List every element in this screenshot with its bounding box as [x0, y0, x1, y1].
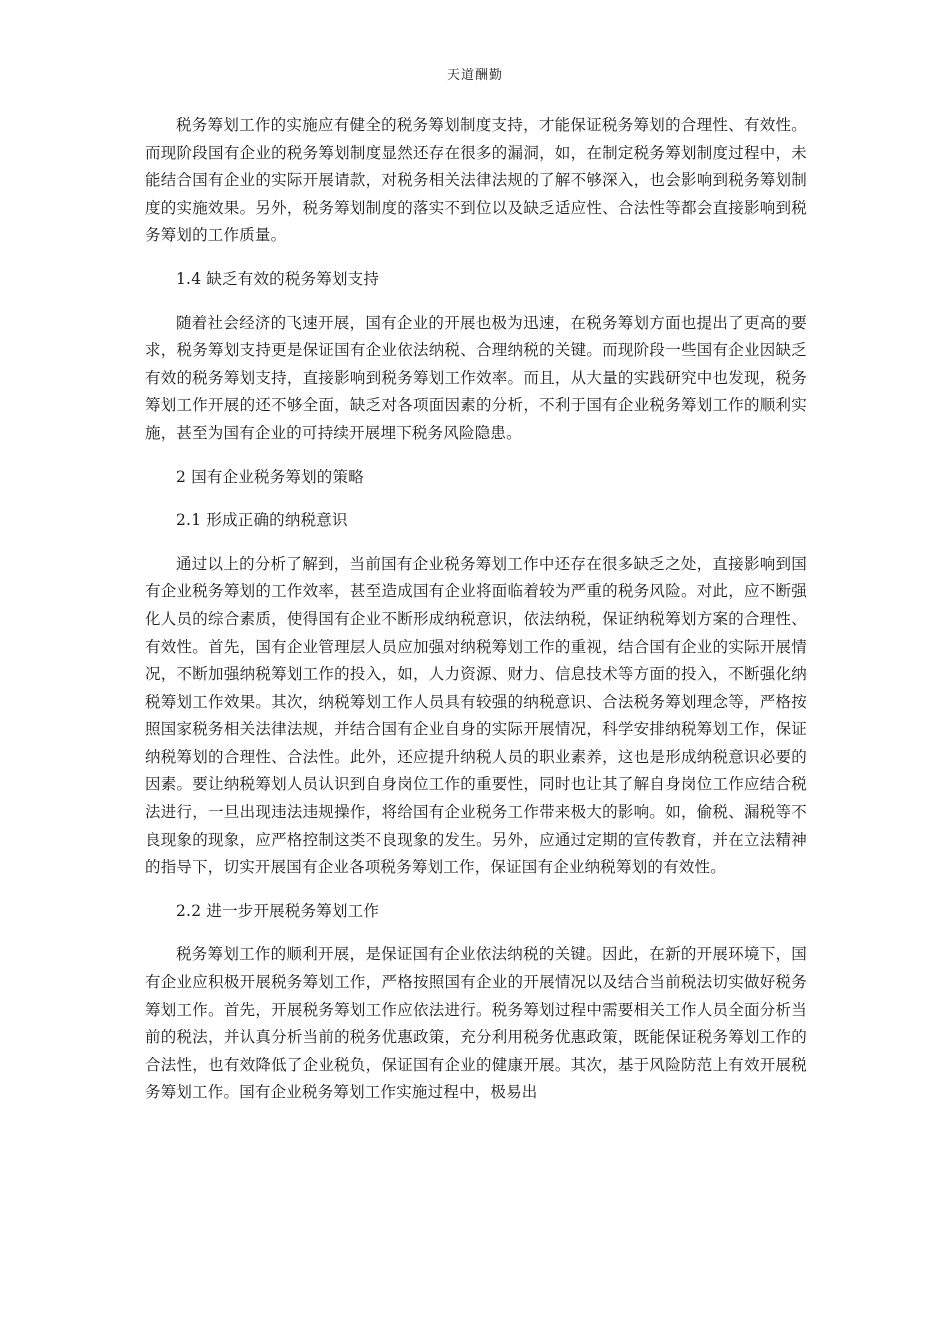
section-heading-2-1: 2.1 形成正确的纳税意识 [176, 511, 348, 530]
paragraph-tax-awareness: 通过以上的分析了解到，当前国有企业税务筹划工作中还存在很多缺乏之处，直接影响到国有企业税务筹划的工作效率，甚至造成国有企业将面临着较为严重的税务风险。对此，应不断强化人员的综合素质，使得国有企业不断形成纳税意识，依法纳税，保证纳税筹划方案的合理性、有效性。首先，国有企业管理层人员应加强对纳税筹划工作的重视，结合国有企业的实际开展情况，不断加强纳税筹划工作的投入，如，人力资源、财力、信息技术等方面的投入，不断强化纳税筹划工作效果。其次，纳税筹划工作人员具有较强的纳税意识、合法税务筹划理念等，严格按照国家税务相关法律法规，并结合国有企业自身的实际开展情况，科学安排纳税筹划工作，保证纳税筹划的合理性、合法性。此外，还应提升纳税人员的职业素养，这也是形成纳税意识必要的因素。要让纳税筹划人员认识到自身岗位工作的重要性，同时也让其了解自身岗位工作应结合税法进行，一旦出现违法违规操作，将给国有企业税务工作带来极大的影响。如，偷税、漏税等不良现象的现象，应严格控制这类不良现象的发生。另外，应通过定期的宣传教育，并在立法精神的指导下，切实开展国有企业各项税务筹划工作，保证国有企业纳税筹划的有效性。 [145, 554, 807, 877]
page-header: 天道酬勤 [446, 68, 503, 83]
section-heading-2-2: 2.2 进一步开展税务筹划工作 [176, 901, 380, 920]
document-body [145, 112, 807, 1123]
paragraph-further-planning: 税务筹划工作的顺利开展，是保证国有企业依法纳税的关键。因此，在新的开展环境下，国有企业应积极开展税务筹划工作，严格按照国有企业的开展情况以及结合当前税法切实做好税务筹划工作。首先，开展税务筹划工作应依法进行。税务筹划过程中需要相关工作人员全面分析当前的税法，并认真分析当前的税务优惠政策，充分利用税务优惠政策，既能保证税务筹划工作的合法性，也有效降低了企业税负，保证国有企业的健康开展。其次，基于风险防范上有效开展税务筹划工作。国有企业税务筹划工作实施过程中，极易出 [145, 945, 807, 1102]
paragraph-system-support: 税务筹划工作的实施应有健全的税务筹划制度支持，才能保证税务筹划的合理性、有效性。而现阶段国有企业的税务筹划制度显然还存在很多的漏洞，如，在制定税务筹划制度过程中，未能结合国有企业的实际开展请款，对税务相关法律法规的了解不够深入，也会影响到税务筹划制度的实施效果。另外，税务筹划制度的落实不到位以及缺乏适应性、合法性等都会直接影响到税务筹划的工作质量。 [145, 116, 807, 245]
section-heading-2: 2 国有企业税务筹划的策略 [176, 467, 364, 486]
section-heading-1-4: 1.4 缺乏有效的税务筹划支持 [176, 269, 380, 288]
paragraph-lack-support: 随着社会经济的飞速开展，国有企业的开展也极为迅速，在税务筹划方面也提出了更高的要求，税务筹划支持更是保证国有企业依法纳税、合理纳税的关键。而现阶段一些国有企业因缺乏有效的税务筹划支持，直接影响到税务筹划工作效率。而且，从大量的实践研究中也发现，税务筹划工作开展的还不够全面，缺乏对各项面因素的分析，不利于国有企业税务筹划工作的顺利实施，甚至为国有企业的可持续开展埋下税务风险隐患。 [145, 313, 807, 442]
